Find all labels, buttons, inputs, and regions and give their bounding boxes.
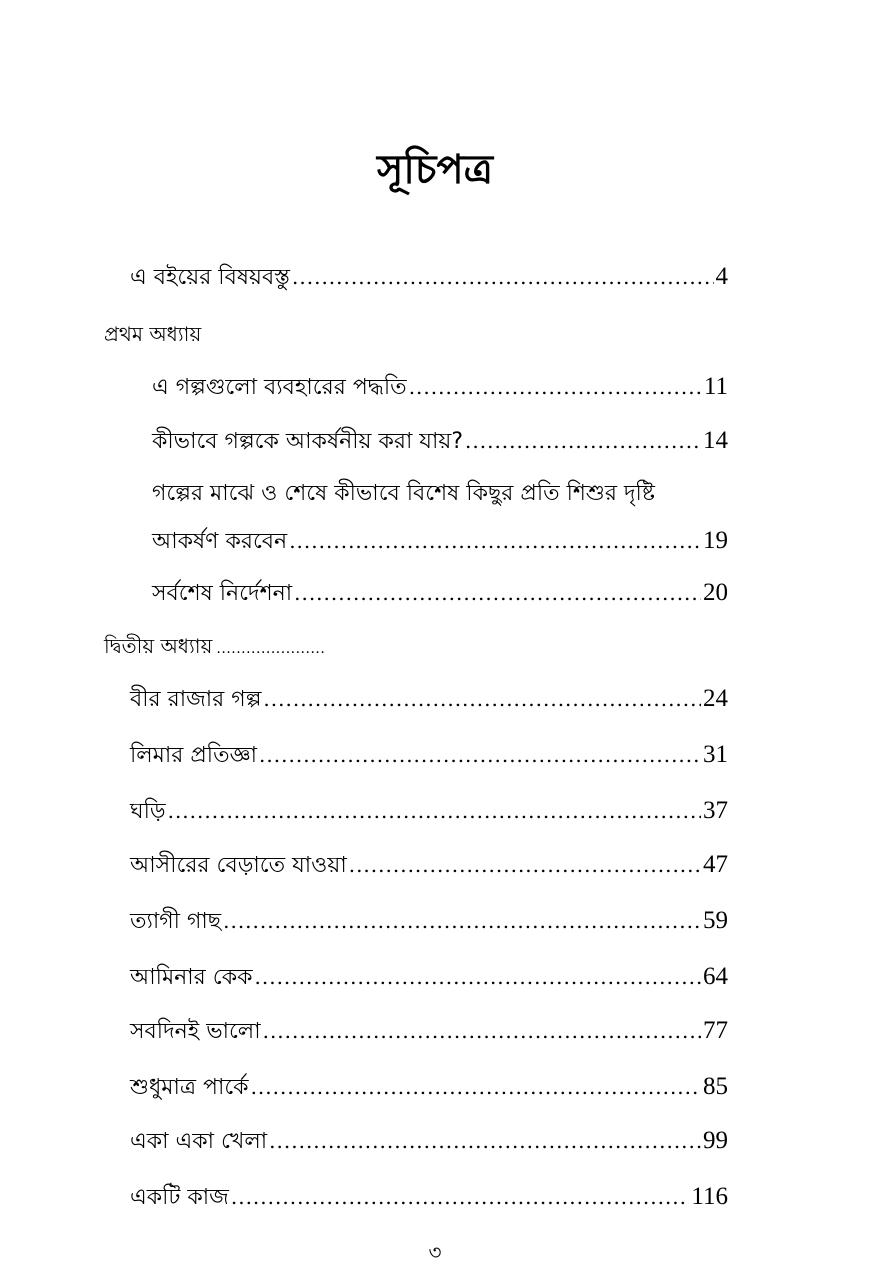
toc-entry-label: আসীরের বেড়াতে যাওয়া [130,853,347,878]
dot-leader [251,1072,701,1102]
toc-entry-label-line1: গল্পের মাঝে ও শেষে কীভাবে বিশেষ কিছুর প্রতি শিশুর দৃষ্টি [152,481,655,506]
toc-entry [130,684,728,715]
dot-leader [465,426,701,456]
toc-entry-label: এ বইয়ের বিষয়বস্তু [130,265,291,290]
toc-entry [130,906,728,937]
dot-leader [223,906,701,936]
toc-entry-page: 31 [703,741,728,768]
toc-entry [130,1126,728,1157]
page-title: সূচিপত্র [377,147,493,193]
toc-entry-page: 99 [703,1127,728,1154]
toc-entry-label: সবদিনই ভালো [130,1019,261,1044]
toc-entry-label: সর্বশেষ নির্দেশনা [152,581,293,606]
toc-entry-page: 59 [703,907,728,934]
chapter-heading-1: প্রথম অধ্যায় [104,322,202,346]
toc-entry [130,962,728,993]
dot-leader [269,1126,701,1156]
toc-entry-page: 11 [703,373,728,400]
dot-leader [349,850,701,880]
chapter-heading-2 [104,632,325,665]
toc-entry-page: 4 [715,263,728,290]
toc-entry-page: 85 [703,1073,728,1100]
toc-entry-page: 37 [703,797,728,824]
dot-leader [289,526,701,556]
toc-entry-label: আকর্ষণ করবেন [152,529,288,554]
toc-entry [130,1182,728,1213]
toc-entry-label: একটি কাজ [130,1185,229,1210]
dot-leader [292,262,713,292]
dot-leader [231,1182,690,1212]
toc-entry [152,426,728,457]
dot-leader [255,962,702,992]
toc-entry-page: 116 [691,1183,728,1210]
toc-entry-label: ঘড়ি [130,799,166,824]
toc-entry-label: শুধুমাত্র পার্কে [130,1075,249,1100]
toc-entry-label: একা একা খেলা [130,1129,268,1154]
toc-entry-page: 77 [703,1017,728,1044]
toc-entry-label: আমিনার কেক [130,965,253,990]
toc-entry [130,796,728,827]
dot-leader: ...................... [216,641,326,657]
toc-entry-page: 20 [703,579,728,606]
toc-entry [152,372,728,403]
toc-entry [130,1016,728,1047]
dot-leader [409,372,702,402]
toc-entry [130,850,728,881]
page-number: ৩ [428,1240,442,1264]
toc-entry-intro [130,262,728,293]
dot-leader [259,740,701,770]
dot-leader [168,796,701,826]
dot-leader [263,684,701,714]
toc-entry [152,578,728,609]
toc-entry-page: 19 [703,527,728,554]
toc-entry-label: এ গল্পগুলো ব্যবহারের পদ্ধতি [152,375,407,400]
dot-leader [294,578,701,608]
toc-entry-label: ত্যাগী গাছ [130,909,222,934]
toc-entry-label: লিমার প্রতিজ্ঞা [130,743,258,768]
toc-entry-page: 14 [703,427,728,454]
toc-entry-page: 24 [703,685,728,712]
chapter-heading-label: দ্বিতীয় অধ্যায় [104,634,213,658]
toc-entry-page: 47 [703,851,728,878]
toc-entry [152,526,728,557]
toc-entry-page: 64 [703,963,728,990]
toc-entry [130,1072,728,1103]
dot-leader [263,1016,701,1046]
toc-entry [130,740,728,771]
toc-entry-label: কীভাবে গল্পকে আকর্ষনীয় করা যায়? [152,429,464,454]
toc-entry-label: বীর রাজার গল্প [130,687,262,712]
